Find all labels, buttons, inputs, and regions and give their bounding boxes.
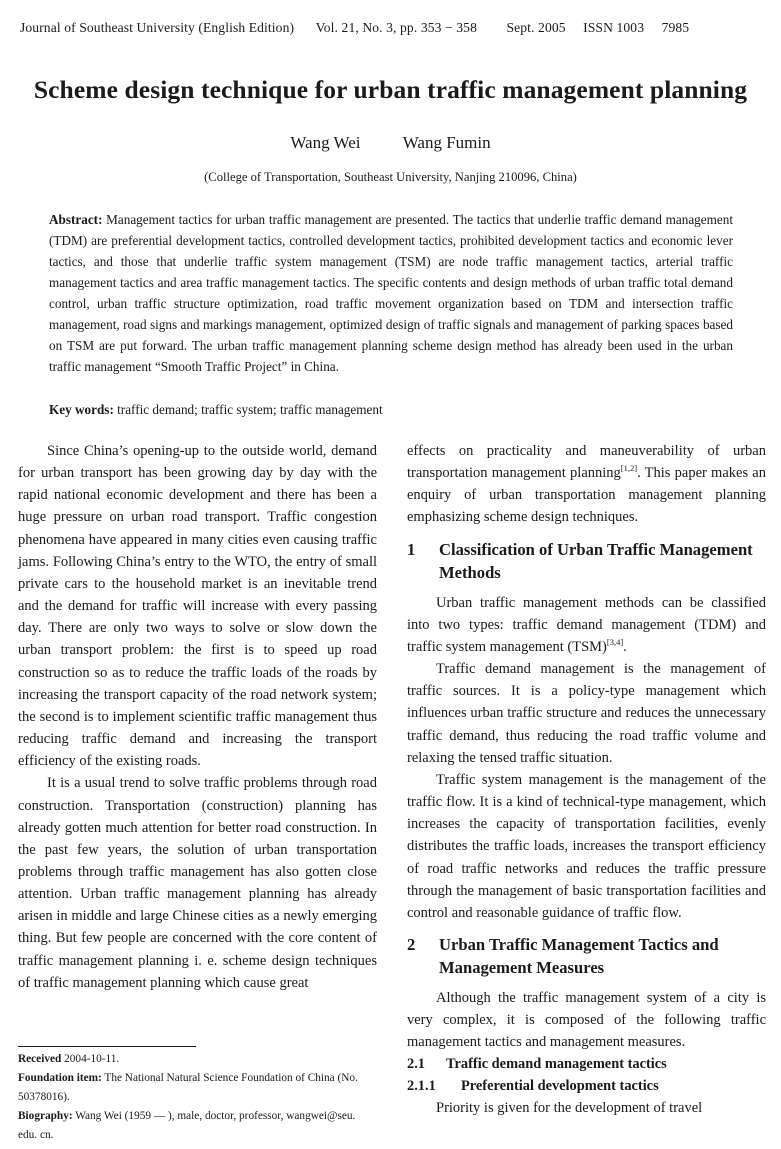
abstract-text: Management tactics for urban traffic management are presented. The tactics that underlie traffic demand management (TDM) are preferential development tactics, controlled development tactics, prohibited development tactics and economic lever tactics, and those that underlie traffic system management (TSM) are node traffic management tactics, arterial traffic management tactics and area traffic management tactics. The specific contents and design methods of urban traffic total demand control, urban traffic structure optimization, road traffic movement organization based on TDM and intersection traffic management, road signs and markings management, optimized design of traffic signals and management of parking spaces based on TSM are put forward. The urban traffic management planning scheme design method has already been used in the urban traffic management “Smooth Traffic Project” in China. bbox=[49, 212, 733, 374]
left-column bbox=[18, 440, 377, 994]
section-number: 1 bbox=[407, 539, 416, 559]
body-paragraph: Since China’s opening-up to the outside world, demand for urban transport has been growing day by day with the rapid national economic development and there has been a huge pressure on urban road transport. Traffic congestion phenomena have appeared in many cities even causing traffic jams. Following China’s entry to the WTO, the entry of small private cars to the household market is an inevitable trend and the demand for traffic will increase with every passing day. There are only two ways to solve or slow down the urban transport problem: the first is to speed up road construction so as to reduce the traffic loads of the roads by increasing the transport capacity of the road network system; the second is to implement scientific traffic management thus reducing traffic demand and increasing the transport efficiency of the existing roads. bbox=[18, 443, 377, 770]
right-column bbox=[407, 440, 766, 1120]
subsubsection-title: Preferential development tactics bbox=[461, 1078, 659, 1095]
author-list bbox=[0, 133, 781, 153]
abstract bbox=[49, 209, 733, 377]
paragraph-text: . bbox=[623, 638, 627, 655]
section-heading bbox=[407, 933, 766, 979]
citation: [1,2] bbox=[620, 463, 638, 474]
received-note bbox=[18, 1050, 377, 1069]
issn: ISSN 1003 bbox=[583, 20, 645, 35]
body-paragraph: It is a usual trend to solve traffic problems through road construction. Transportation (construction) planning has already gotten much attention for better road construction. In the past few years, the solution of urban transportation problems through traffic management has also gotten close attention. Urban traffic management planning has already arisen in middle and large Chinese cities as a newly emerging thing. But few people are concerned with the core content of traffic management planning i. e. scheme design techniques of traffic management planning which cause great bbox=[18, 775, 377, 991]
body-paragraph: Although the traffic management system of a city is very complex, it is composed of the following traffic management tactics and management measures. bbox=[407, 989, 766, 1051]
subsection-number: 2.1 bbox=[407, 1056, 425, 1073]
author-name: Wang Wei bbox=[290, 133, 361, 152]
paragraph-text: Urban traffic management methods can be classified into two types: traffic demand management (TDM) and traffic system management (TSM) bbox=[407, 594, 766, 655]
author-name: Wang Fumin bbox=[402, 133, 491, 152]
body-paragraph: Traffic demand management is the management of traffic sources. It is a policy-type management which influences urban traffic structure and reduces the unnecessary traffic demand, thus reducing the road traffic volume and relaxing the tensed traffic situation. bbox=[407, 661, 766, 766]
affiliation: (College of Transportation, Southeast University, Nanjing 210096, China) bbox=[204, 170, 577, 184]
paragraph-text: effects on practicality and maneuverability of urban transportation management planning bbox=[407, 443, 766, 482]
keywords-label: Key words: bbox=[49, 402, 114, 417]
subsubsection-heading bbox=[407, 1075, 766, 1097]
abstract-label: Abstract: bbox=[49, 212, 103, 227]
section-title: Classification of Urban Traffic Management Methods bbox=[439, 539, 753, 582]
body-paragraph bbox=[407, 440, 766, 529]
paper-title: Scheme design technique for urban traffic management planning bbox=[33, 75, 748, 104]
paragraph-text: . This paper makes an enquiry of urban transportation management planning emphasizing scheme design techniques. bbox=[407, 465, 766, 526]
biography-text: Wang Wei (1959 — ), male, doctor, professor, wangwei@seu. edu. cn. bbox=[18, 1110, 356, 1141]
body-paragraph bbox=[407, 592, 766, 658]
volume-pages: Vol. 21, No. 3, pp. 353 − 358 bbox=[315, 20, 477, 35]
body-paragraph: Traffic system management is the management of the traffic flow. It is a kind of technical-type management, which increases the capacity of transportation facilities, evenly distributes the traffic loads, increases the transport efficiency of road traffic networks and reduces the traffic pressure through the management of basic transportation facilities and control and reasonable guidance of traffic flow. bbox=[407, 771, 766, 921]
section-title: Urban Traffic Management Tactics and Management Measures bbox=[439, 934, 719, 977]
foundation-note bbox=[18, 1069, 377, 1107]
received-date: 2004-10-11. bbox=[64, 1053, 120, 1065]
biography-note bbox=[18, 1107, 377, 1145]
journal-name: Journal of Southeast University (English Edition) bbox=[20, 20, 295, 35]
footnotes bbox=[18, 1050, 377, 1145]
foundation-label: Foundation item: bbox=[18, 1072, 102, 1084]
running-header bbox=[20, 20, 765, 36]
received-label: Received bbox=[18, 1053, 62, 1065]
subsection-title: Traffic demand management tactics bbox=[446, 1056, 667, 1073]
citation: [3,4] bbox=[606, 636, 624, 647]
biography-label: Biography: bbox=[18, 1110, 73, 1122]
issue-date: Sept. 2005 bbox=[506, 20, 566, 35]
foundation-text: The National Natural Science Foundation of China (No. 50378016). bbox=[18, 1072, 358, 1103]
subsubsection-number: 2.1.1 bbox=[407, 1078, 436, 1095]
footnote-divider bbox=[18, 1046, 196, 1047]
issn-suffix: 7985 bbox=[661, 20, 690, 35]
section-heading bbox=[407, 538, 766, 584]
section-number: 2 bbox=[407, 934, 416, 954]
keywords bbox=[49, 399, 733, 420]
keywords-text: traffic demand; traffic system; traffic management bbox=[117, 402, 383, 417]
subsection-heading bbox=[407, 1053, 766, 1075]
body-paragraph: Priority is given for the development of travel bbox=[436, 1100, 703, 1117]
